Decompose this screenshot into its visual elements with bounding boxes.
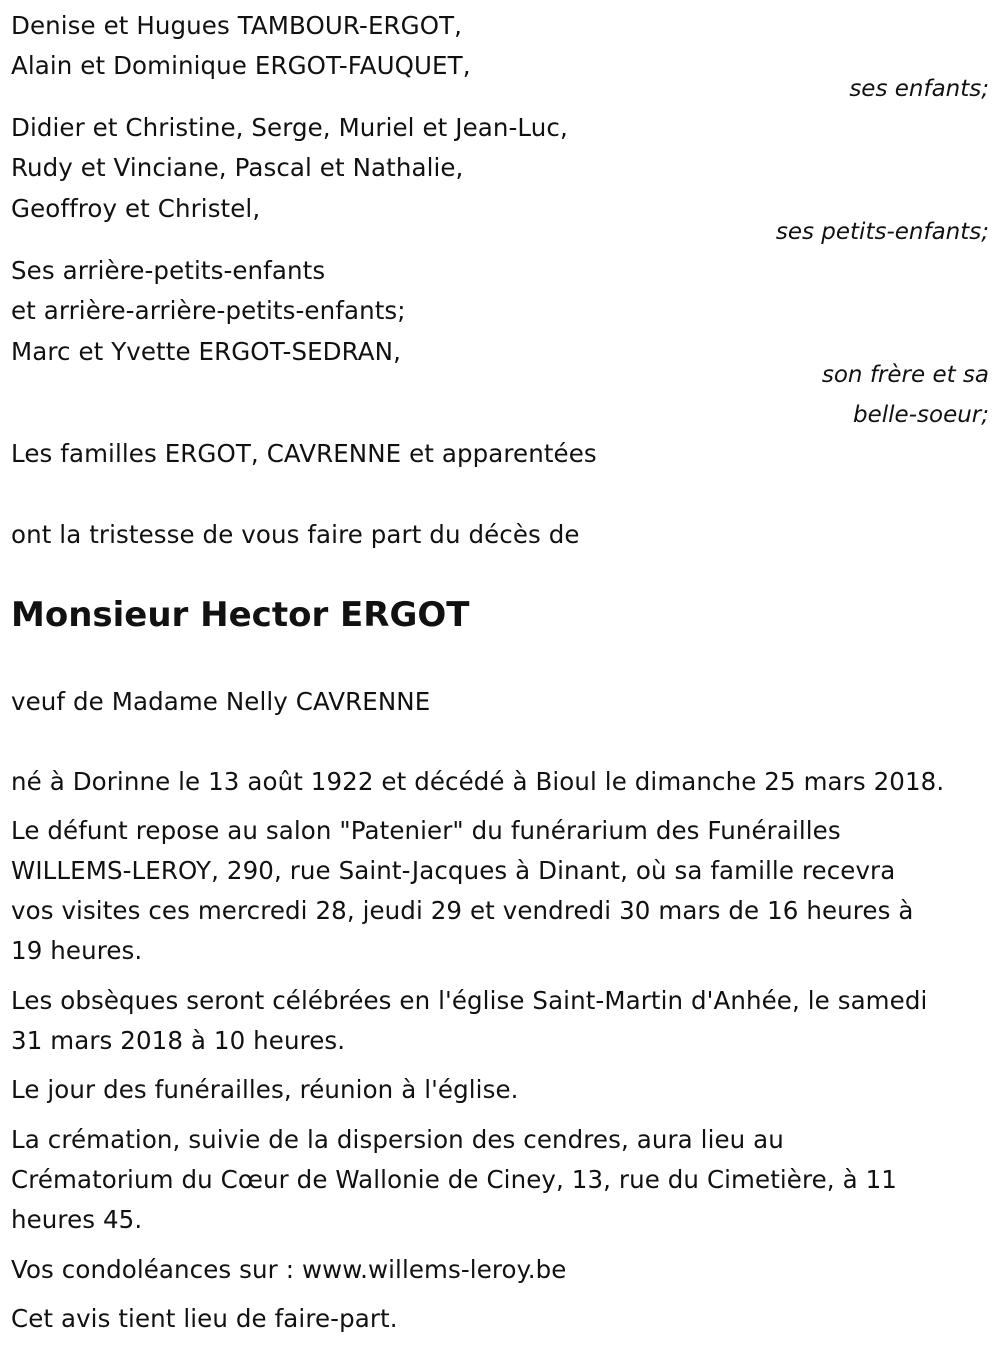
- great-line-1: Ses arrière-petits-enfants: [11, 256, 326, 285]
- great-line-2: et arrière-arrière-petits-enfants;: [11, 296, 406, 325]
- children-role: ses enfants;: [849, 76, 989, 102]
- repose-line-2: WILLEMS-LEROY, 290, rue Saint-Jacques à Dinant, où sa famille recevra: [11, 856, 896, 885]
- families-line: Les familles ERGOT, CAVRENNE et apparentées: [11, 439, 597, 468]
- grandchildren-line-2: Rudy et Vinciane, Pascal et Nathalie,: [11, 153, 464, 182]
- sibling-names: Marc et Yvette ERGOT-SEDRAN,: [11, 337, 401, 366]
- obseques-line-1: Les obsèques seront célébrées en l'église Saint-Martin d'Anhée, le samedi: [11, 986, 928, 1015]
- widow-line: veuf de Madame Nelly CAVRENNE: [11, 687, 431, 716]
- repose-line-1: Le défunt repose au salon "Patenier" du funérarium des Funérailles: [11, 816, 841, 845]
- grandchildren-line-3: Geoffroy et Christel,: [11, 194, 261, 223]
- cremation-line-1: La crémation, suivie de la dispersion des cendres, aura lieu au: [11, 1125, 784, 1154]
- deceased-name: Monsieur Hector ERGOT: [11, 595, 470, 635]
- children-line-1: Denise et Hugues TAMBOUR-ERGOT,: [11, 11, 463, 40]
- grandchildren-line-1: Didier et Christine, Serge, Muriel et Jean-Luc,: [11, 113, 568, 142]
- announcement-line: ont la tristesse de vous faire part du décès de: [11, 520, 580, 549]
- children-line-2: Alain et Dominique ERGOT-FAUQUET,: [11, 51, 471, 80]
- condolences-line: Vos condoléances sur : www.willems-leroy.be: [11, 1255, 567, 1284]
- repose-line-4: 19 heures.: [11, 936, 143, 965]
- birth-death-line: né à Dorinne le 13 août 1922 et décédé à Bioul le dimanche 25 mars 2018.: [11, 767, 945, 796]
- obseques-line-2: 31 mars 2018 à 10 heures.: [11, 1026, 346, 1055]
- repose-line-3: vos visites ces mercredi 28, jeudi 29 et vendredi 30 mars de 16 heures à: [11, 896, 914, 925]
- cremation-line-3: heures 45.: [11, 1205, 143, 1234]
- sibling-role-line-1: son frère et sa: [821, 362, 989, 388]
- closing-line: Cet avis tient lieu de faire-part.: [11, 1304, 398, 1333]
- sibling-role-line-2: belle-soeur;: [853, 402, 989, 428]
- reunion-line: Le jour des funérailles, réunion à l'église.: [11, 1075, 519, 1104]
- cremation-line-2: Crématorium du Cœur de Wallonie de Ciney, 13, rue du Cimetière, à 11: [11, 1165, 897, 1194]
- grandchildren-role: ses petits-enfants;: [775, 219, 989, 245]
